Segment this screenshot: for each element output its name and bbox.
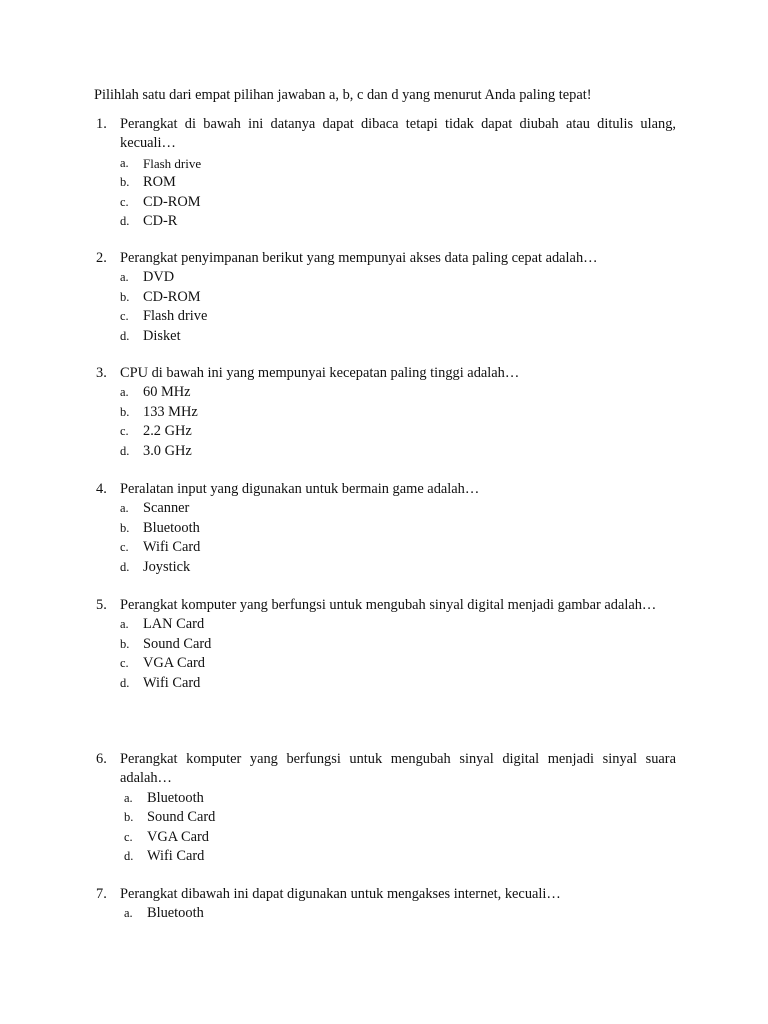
- option-a: [120, 154, 676, 173]
- option-d: [120, 558, 676, 577]
- option-text: Flash drive: [143, 308, 208, 325]
- option-letter: a.: [120, 155, 129, 170]
- option-letter: c.: [120, 309, 129, 324]
- option-a: [120, 268, 676, 287]
- option-text: Sound Card: [143, 635, 212, 652]
- option-text: Scanner: [143, 500, 190, 517]
- question-3: [96, 364, 676, 461]
- option-letter: b.: [120, 289, 130, 304]
- question-number: 3.: [96, 365, 107, 381]
- option-text: Bluetooth: [147, 905, 204, 922]
- option-list: [96, 154, 676, 232]
- option-text: Flash drive: [143, 155, 202, 171]
- option-b: [120, 403, 676, 422]
- option-d: [120, 327, 676, 346]
- option-letter: a.: [124, 790, 133, 805]
- option-text: Joystick: [143, 558, 191, 575]
- option-text: LAN Card: [143, 616, 205, 633]
- option-text: CD-R: [143, 212, 178, 229]
- option-letter: b.: [120, 636, 130, 651]
- option-letter: d.: [120, 328, 130, 343]
- option-text: VGA Card: [147, 828, 209, 845]
- option-text: Wifi Card: [147, 847, 205, 864]
- question-number: 4.: [96, 481, 107, 497]
- option-list: [96, 789, 676, 867]
- option-b: [120, 288, 676, 307]
- question-text: Perangkat di bawah ini datanya dapat dibaca tetapi tidak dapat diubah atau ditulis ulang, kecuali…: [120, 116, 676, 152]
- option-letter: d.: [120, 443, 130, 458]
- option-list: [96, 268, 676, 346]
- option-letter: b.: [120, 404, 130, 419]
- option-letter: a.: [120, 617, 129, 632]
- option-letter: d.: [120, 675, 130, 690]
- question-number: 7.: [96, 886, 107, 902]
- option-letter: c.: [120, 540, 129, 555]
- option-text: Disket: [143, 327, 181, 344]
- option-b: [120, 519, 676, 538]
- option-a: [124, 789, 676, 808]
- question-text: Peralatan input yang digunakan untuk bermain game adalah…: [120, 481, 480, 497]
- option-letter: d.: [120, 213, 130, 228]
- question-number: 1.: [96, 116, 107, 132]
- option-text: Bluetooth: [143, 519, 200, 536]
- option-letter: c.: [124, 829, 133, 844]
- option-b: [120, 635, 676, 654]
- option-letter: b.: [124, 810, 134, 825]
- option-letter: c.: [120, 424, 129, 439]
- option-text: Wifi Card: [143, 539, 201, 556]
- option-letter: c.: [120, 194, 129, 209]
- option-d: [120, 442, 676, 461]
- question-text: Perangkat komputer yang berfungsi untuk mengubah sinyal digital menjadi gambar adalah…: [120, 597, 657, 613]
- option-text: Bluetooth: [147, 789, 204, 806]
- option-text: DVD: [143, 269, 175, 286]
- option-letter: b.: [120, 175, 130, 190]
- option-text: CD-ROM: [143, 288, 201, 305]
- question-7: [96, 885, 676, 924]
- option-c: [120, 654, 676, 673]
- option-list: [96, 499, 676, 577]
- option-letter: a.: [120, 501, 129, 516]
- option-a: [124, 904, 676, 923]
- option-text: 3.0 GHz: [143, 442, 192, 459]
- option-text: Wifi Card: [143, 674, 201, 691]
- question-4: [96, 480, 676, 577]
- option-list: [96, 904, 676, 923]
- question-text: Perangkat komputer yang berfungsi untuk mengubah sinyal digital menjadi sinyal suara adalah…: [120, 751, 676, 787]
- question-5: [96, 596, 676, 693]
- option-letter: a.: [120, 385, 129, 400]
- option-d: [120, 212, 676, 231]
- option-a: [120, 499, 676, 518]
- option-letter: d.: [120, 559, 130, 574]
- instruction-text: Pilihlah satu dari empat pilihan jawaban a, b, c dan d yang menurut Anda paling tepat!: [94, 87, 592, 103]
- option-text: 2.2 GHz: [143, 423, 192, 440]
- option-text: Sound Card: [147, 809, 216, 826]
- question-6: [96, 750, 676, 866]
- option-c: [120, 193, 676, 212]
- question-number: 6.: [96, 751, 107, 767]
- option-letter: a.: [120, 270, 129, 285]
- option-letter: d.: [124, 848, 134, 863]
- option-c: [124, 828, 676, 847]
- option-d: [124, 847, 676, 866]
- question-text: CPU di bawah ini yang mempunyai kecepatan paling tinggi adalah…: [120, 365, 520, 381]
- option-text: 60 MHz: [143, 384, 191, 401]
- question-number: 2.: [96, 250, 107, 266]
- option-list: [96, 615, 676, 693]
- question-1: [96, 115, 676, 231]
- question-text: Perangkat dibawah ini dapat digunakan untuk mengakses internet, kecuali…: [120, 886, 561, 902]
- option-text: ROM: [143, 174, 176, 191]
- option-a: [120, 615, 676, 634]
- option-text: CD-ROM: [143, 193, 201, 210]
- question-number: 5.: [96, 597, 107, 613]
- option-b: [124, 808, 676, 827]
- option-text: 133 MHz: [143, 403, 198, 420]
- option-d: [120, 674, 676, 693]
- option-b: [120, 173, 676, 192]
- question-2: [96, 249, 676, 346]
- option-a: [120, 383, 676, 402]
- option-letter: b.: [120, 520, 130, 535]
- question-text: Perangkat penyimpanan berikut yang mempunyai akses data paling cepat adalah…: [120, 250, 598, 266]
- option-letter: a.: [124, 906, 133, 921]
- option-c: [120, 538, 676, 557]
- option-list: [96, 383, 676, 461]
- option-c: [120, 307, 676, 326]
- option-c: [120, 422, 676, 441]
- option-letter: c.: [120, 656, 129, 671]
- option-text: VGA Card: [143, 655, 205, 672]
